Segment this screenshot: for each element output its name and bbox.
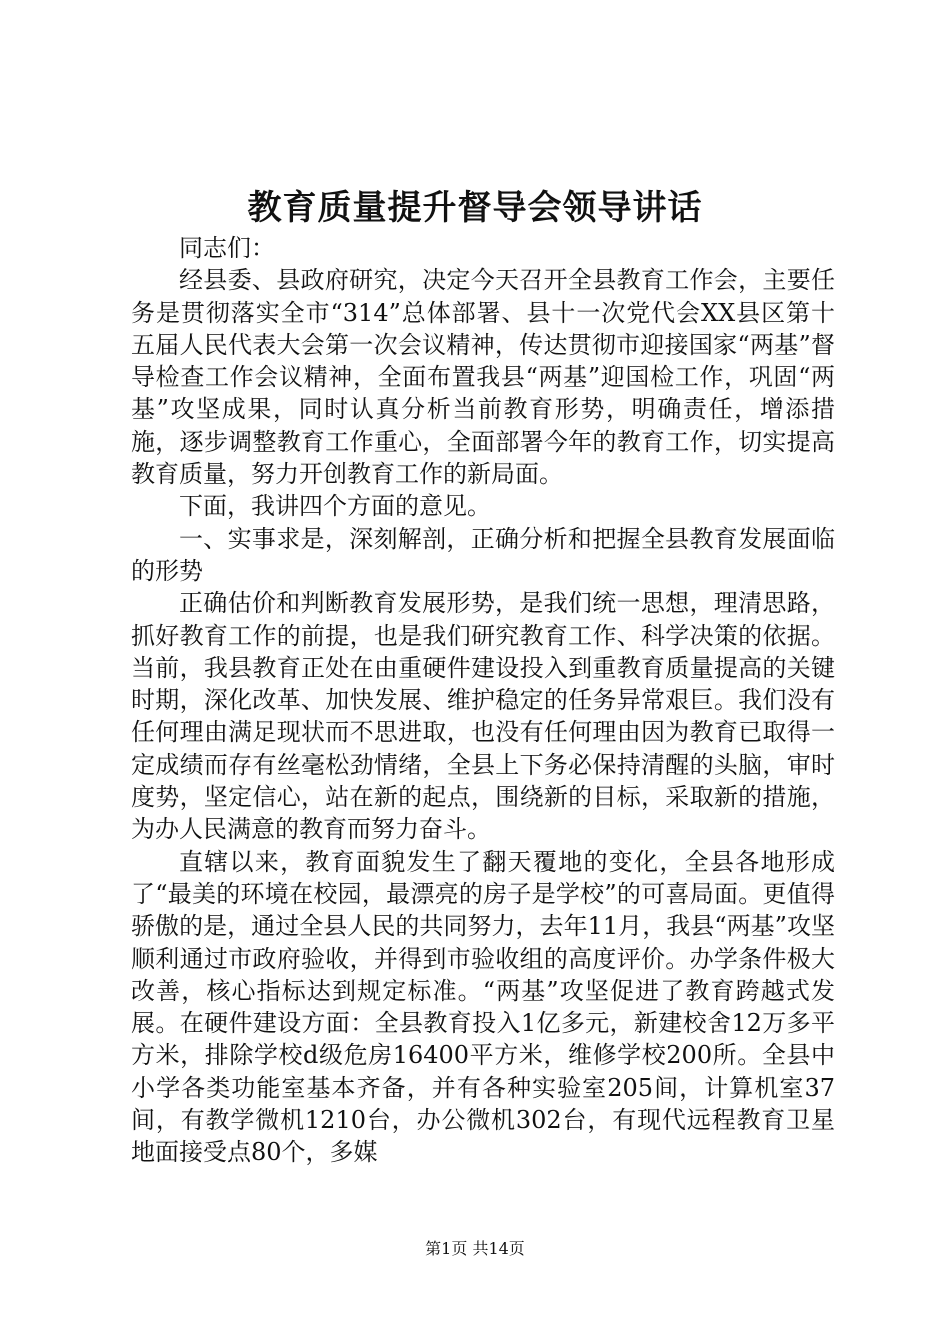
body-paragraph: 直辖以来，教育面貌发生了翻天覆地的变化，全县各地形成了“最美的环境在校园，最漂亮的房子是学校”的可喜局面。更值得骄傲的是，通过全县人民的共同努力，去年11月，我县“两基”攻坚顺利通过市政府验收，并得到市验收组的高度评价。办学条件极大改善，核心指标达到规定标准。“两基”攻坚促进了教育跨越式发展。在硬件建设方面：全县教育投入1亿多元，新建校舍12万多平方米，排除学校d级危房16400平方米，维修学校200所。全县中小学各类功能室基本齐备，并有各种实验室205间，计算机室37间，有教学微机1210台，办公微机302台，有现代远程教育卫星地面接受点80个，多媒 [131, 847, 835, 1167]
salutation-paragraph: 同志们： [179, 234, 275, 262]
body-paragraph: 正确估价和判断教育发展形势，是我们统一思想，理清思路，抓好教育工作的前提，也是我们研究教育工作、科学决策的依据。当前，我县教育正处在由重硬件建设投入到重教育质量提高的关键时期，深化改革、加快发展、维护稳定的任务异常艰巨。我们没有任何理由满足现状而不思进取，也没有任何理由因为教育已取得一定成绩而存有丝毫松劲情绪，全县上下务必保持清醒的头脑，审时度势，坚定信心，站在新的起点，围绕新的目标，采取新的措施，为办人民满意的教育而努力奋斗。 [131, 589, 835, 844]
transition-paragraph: 下面，我讲四个方面的意见。 [179, 492, 491, 521]
intro-paragraph: 经县委、县政府研究，决定今天召开全县教育工作会，主要任务是贯彻落实全市“314”总体部署、县十一次党代会XX县区第十五届人民代表大会第一次会议精神，传达贯彻市迎接国家“两基”督导检查工作会议精神，全面布置我县“两基”迎国检工作，巩固“两基”攻坚成果，同时认真分析当前教育形势，明确责任，增添措施，逐步调整教育工作重心，全面部署今年的教育工作，切实提高教育质量，努力开创教育工作的新局面。 [131, 266, 835, 489]
section-heading: 一、实事求是，深刻解剖，正确分析和把握全县教育发展面临的形势 [131, 524, 835, 585]
document-body [131, 232, 835, 1169]
document-title: 教育质量提升督导会领导讲话 [247, 188, 703, 228]
page-footer: 第1页 共14页 [425, 1239, 525, 1258]
